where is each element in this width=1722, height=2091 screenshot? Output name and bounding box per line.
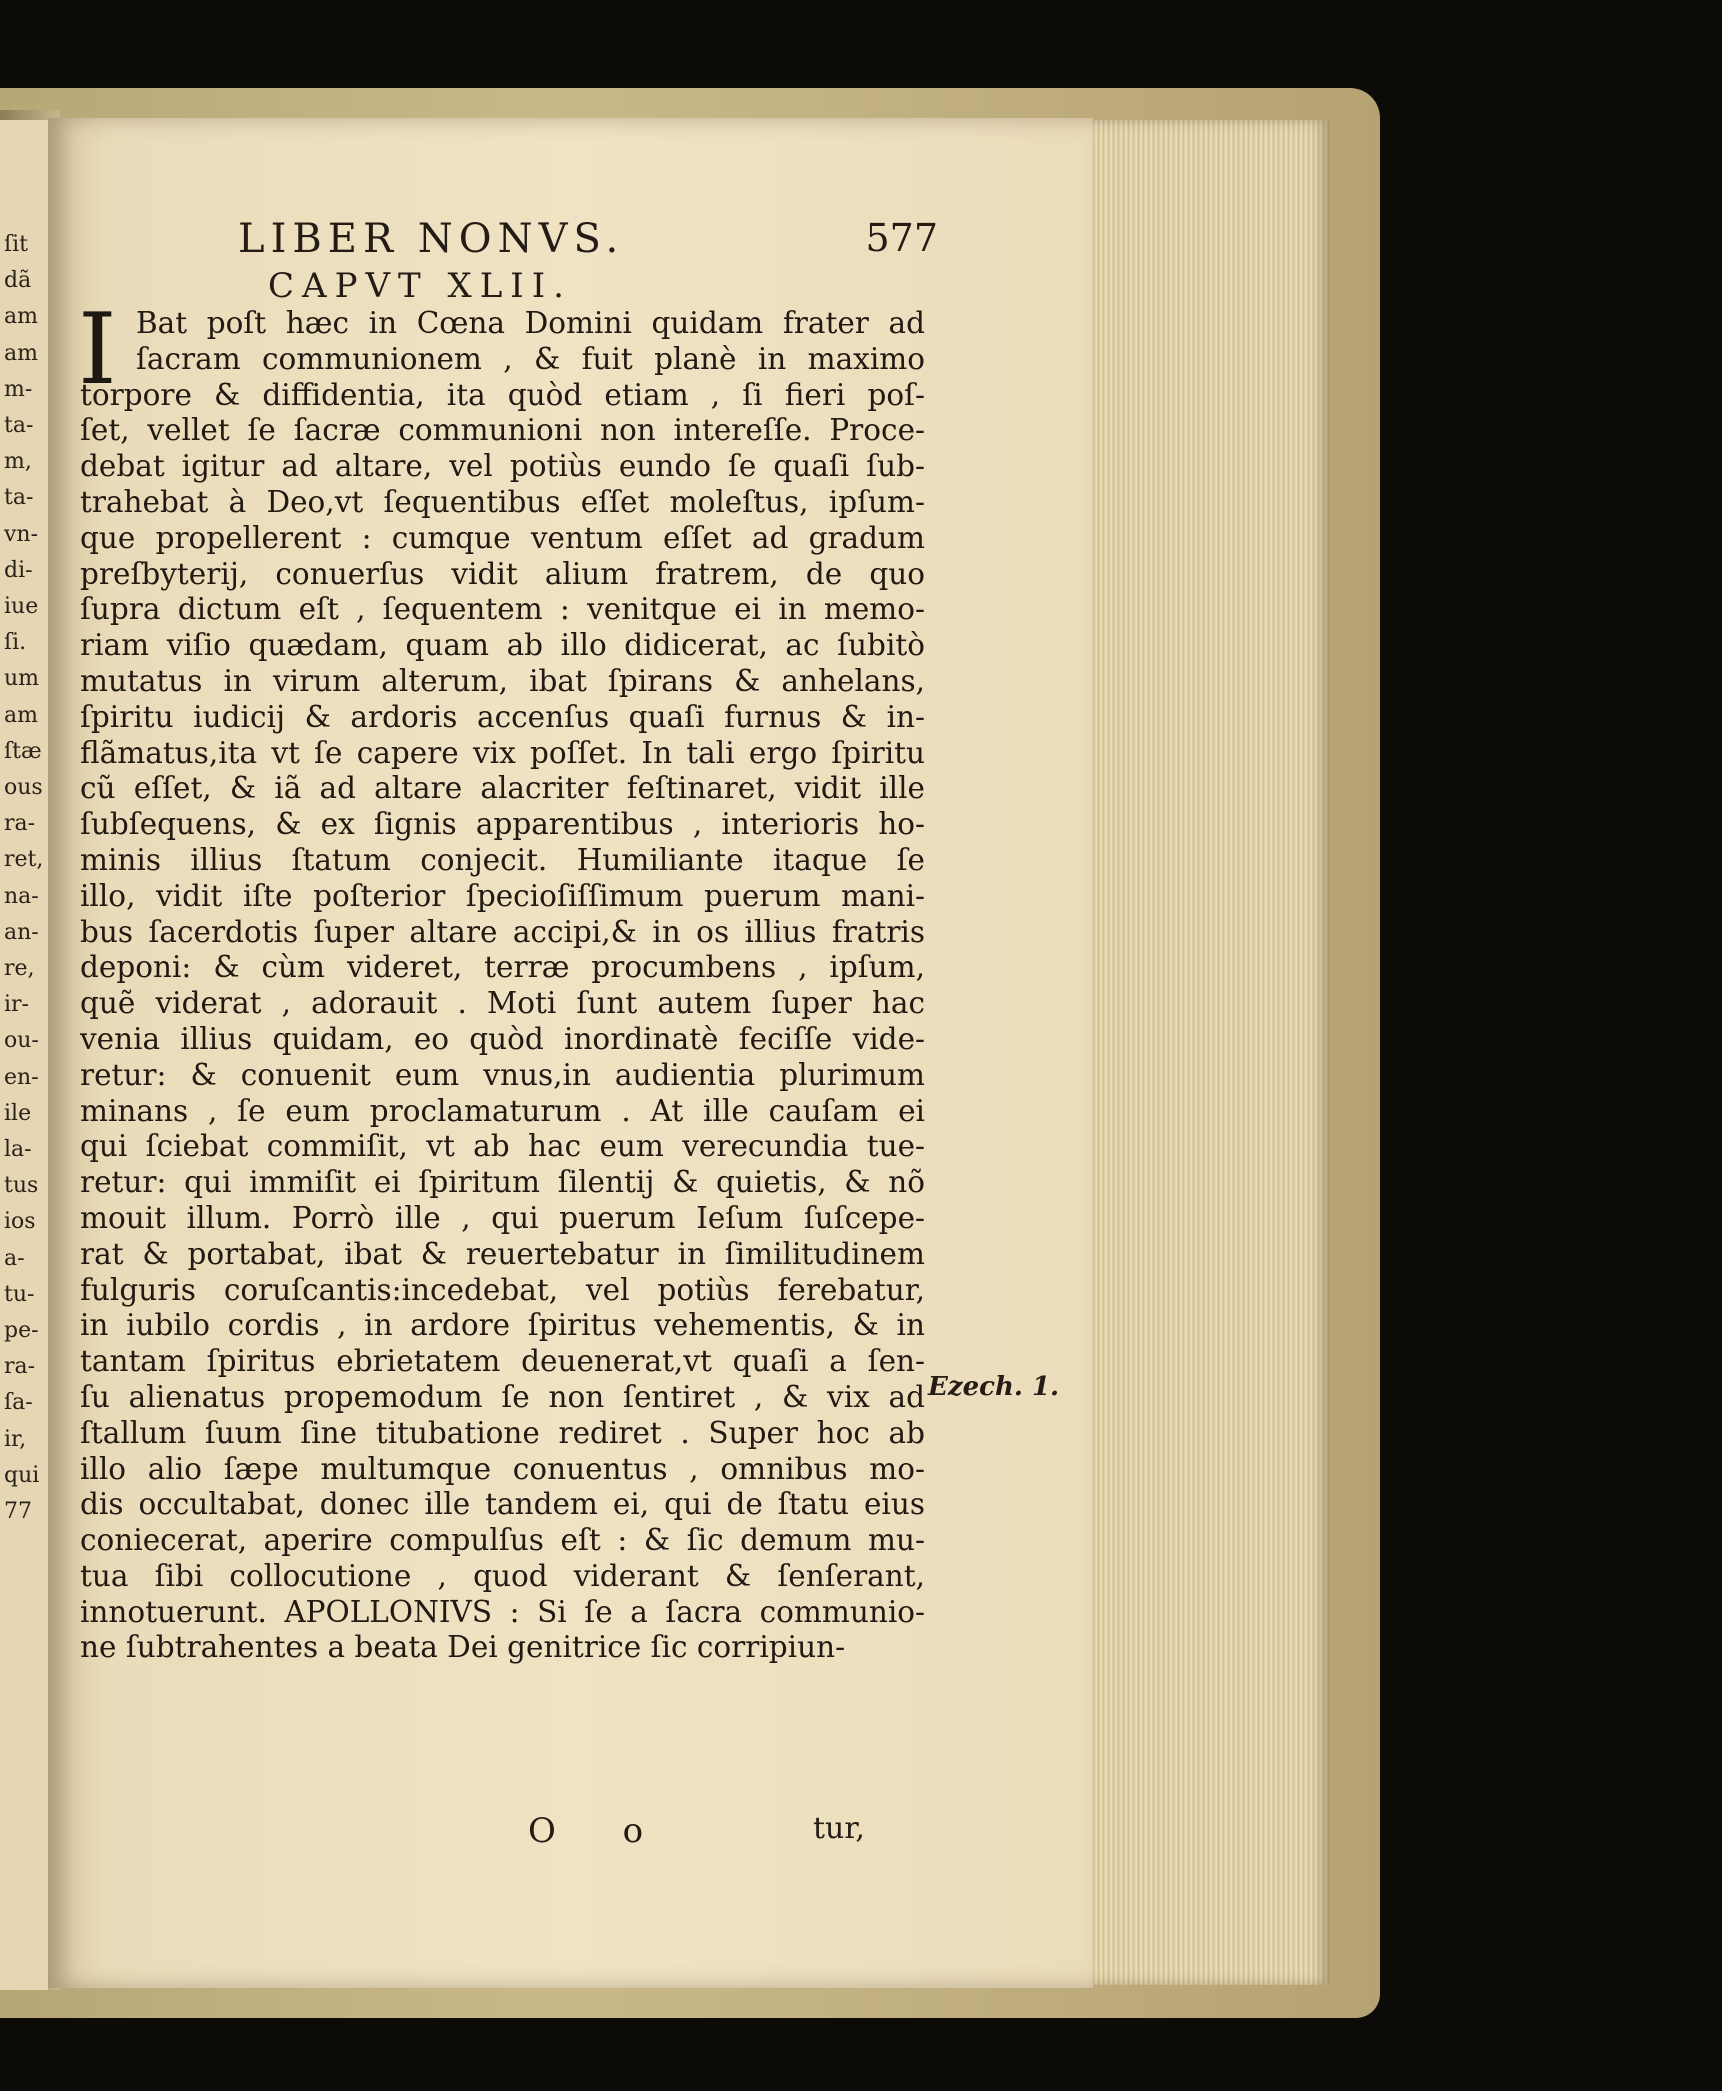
signature-mark: O o — [528, 1811, 672, 1851]
left-page-fragment: ſit — [4, 232, 29, 257]
running-title: LIBER NONVS. — [238, 216, 625, 262]
left-page-fragment: um — [4, 666, 40, 692]
text-line: ſtallum ſuum ſine titubatione rediret . Super hoc ab — [80, 1415, 925, 1450]
left-page-fragment: qui — [4, 1462, 40, 1488]
text-line: illo, vidit iſte poſterior ſpecioſiſſimum puerum mani- — [80, 878, 925, 913]
chapter-heading: CAPVT XLII. — [268, 266, 572, 306]
text-line: ſacram communionem , & fuit planè in maximo — [136, 341, 925, 376]
text-line: quẽ viderat , adorauit . Moti ſunt autem ſuper hac — [80, 986, 925, 1021]
left-page-fragment: ta- — [4, 485, 34, 511]
text-line: rat & portabat, ibat & reuertebatur in ſimilitudinem — [80, 1236, 925, 1271]
left-page-fragment: am — [4, 304, 38, 330]
left-page-fragment: m- — [4, 376, 33, 402]
page-header — [238, 216, 938, 266]
left-page-fragment: ret, — [4, 847, 44, 873]
left-page-fragment: ios — [4, 1209, 36, 1235]
left-page-fragment: di- — [4, 557, 33, 583]
text-line: coniecerat, aperire compulſus eſt : & ſic demum mu- — [80, 1523, 925, 1558]
text-line: Bat poſt hæc in Cœna Domini quidam frater ad — [136, 306, 925, 340]
text-line: venia illius quidam, eo quòd inordinatè feciſſe vide- — [80, 1021, 925, 1056]
text-line: mutatus in virum alterum, ibat ſpirans & anhelans, — [80, 663, 925, 698]
left-page-fragment: ſi. — [4, 630, 27, 656]
left-page-fragment: ous — [4, 775, 43, 800]
text-line: deponi: & cùm videret, terræ procumbens , ipſum, — [80, 950, 925, 985]
text-line: dis occultabat, donec ille tandem ei, qui de ſtatu eius — [80, 1487, 925, 1522]
text-line: preſbyterij, conuerſus vidit alium fratrem, de quo — [80, 556, 925, 591]
left-page-fragment: ſtæ — [4, 738, 42, 764]
catchword: tur, — [813, 1811, 865, 1846]
text-line: trahebat à Deo,vt ſequentibus eſſet moleſtus, ipſum- — [80, 484, 925, 519]
drop-cap: I — [78, 293, 117, 407]
left-page-fragment: ta- — [4, 413, 34, 438]
left-page-fragment: la- — [4, 1137, 32, 1162]
text-line: debat igitur ad altare, vel potiùs eundo ſe quaſi ſub- — [80, 449, 925, 484]
text-line: tua ſibi collocutione , quod viderant & ſenſerant, — [80, 1558, 925, 1593]
left-page-fragment: ra- — [4, 811, 36, 837]
text-line: riam viſio quædam, quam ab illo didicerat, ac ſubitò — [80, 628, 925, 663]
text-line: ſubſequens, & ex ſignis apparentibus , interioris ho- — [80, 807, 925, 842]
marginal-note: Ezech. 1. — [928, 1372, 1060, 1402]
left-page-fragment: vn- — [4, 521, 39, 547]
text-line: flãmatus,ita vt ſe capere vix poſſet. In tali ergo ſpiritu — [80, 735, 925, 770]
text-line: illo alio ſæpe multumque conuentus , omnibus mo- — [80, 1451, 925, 1486]
left-page-fragment: an- — [4, 919, 39, 945]
text-line: retur: qui immiſit ei ſpiritum ſilentij & quietis, & nõ — [80, 1165, 925, 1200]
left-page-fragment: iue — [4, 594, 39, 619]
text-line: tantam ſpiritus ebrietatem deuenerat,vt quaſi a ſen- — [80, 1344, 925, 1379]
text-line: in iubilo cordis , in ardore ſpiritus vehementis, & in — [80, 1308, 925, 1343]
left-page-fragment: ſa- — [4, 1390, 33, 1416]
text-line: bus ſacerdotis ſuper altare accipi,& in os illius fratris — [80, 914, 925, 949]
left-page-fragment: 77 — [4, 1499, 32, 1524]
page-fore-edge — [1090, 120, 1330, 1985]
page-number: 577 — [865, 216, 938, 260]
text-line: ſet, vellet ſe ſacræ communioni non intereſſe. Proce- — [80, 413, 925, 448]
text-line: torpore & diffidentia, ita quòd etiam , ſi fieri poſ- — [80, 377, 925, 412]
left-page-fragment: a- — [4, 1245, 25, 1271]
left-page-fragment: dã — [4, 268, 32, 294]
left-page-fragment: ile — [4, 1100, 32, 1126]
text-line: ſupra dictum eſt , ſequentem : venitque ei in memo- — [80, 592, 925, 627]
left-page-fragment: tu- — [4, 1281, 35, 1307]
left-page-fragment: m, — [4, 449, 32, 475]
text-line: innotuerunt. APOLLONIVS : Si ſe a ſacra communio- — [80, 1594, 925, 1629]
right-page — [48, 118, 1093, 1988]
left-page-fragment: ir, — [4, 1426, 27, 1452]
text-line: retur: & conuenit eum vnus,in audientia plurimum — [80, 1057, 925, 1092]
left-page-fragment: pe- — [4, 1318, 39, 1343]
left-page-fragment: ou- — [4, 1028, 39, 1054]
left-page-fragment: en- — [4, 1064, 39, 1090]
text-line: fulguris coruſcantis:incedebat, vel potiùs ferebatur, — [80, 1272, 925, 1307]
text-line: ſpiritu iudicij & ardoris accenſus quaſi furnus & in- — [80, 699, 925, 734]
left-page-fragment: re, — [4, 956, 35, 981]
text-line: minis illius ſtatum conjecit. Humiliante itaque ſe — [80, 842, 925, 877]
text-line: minans , ſe eum proclamaturum . At ille cauſam ei — [80, 1093, 925, 1128]
text-line: mouit illum. Porrò ille , qui puerum Ieſum ſuſcepe- — [80, 1200, 925, 1235]
body-text — [80, 306, 925, 1666]
left-page-fragment: ra- — [4, 1354, 36, 1380]
left-page-fragment: am — [4, 340, 38, 366]
left-page-fragment: tus — [4, 1173, 39, 1199]
text-line: que propellerent : cumque ventum eſſet ad gradum — [80, 520, 925, 555]
left-page-edge — [0, 120, 48, 1990]
text-line: cũ eſſet, & iã ad altare alacriter feſtinaret, vidit ille — [80, 771, 925, 806]
text-line: ne ſubtrahentes a beata Dei genitrice ſic corripiun- — [80, 1630, 846, 1665]
left-page-fragment: na- — [4, 883, 39, 909]
left-page-fragment: ir- — [4, 992, 29, 1018]
left-page-fragment: am — [4, 702, 38, 728]
text-line: ſu alienatus propemodum ſe non ſentiret , & vix ad — [80, 1379, 925, 1414]
text-line: qui ſciebat commiſit, vt ab hac eum verecundia tue- — [80, 1129, 925, 1164]
